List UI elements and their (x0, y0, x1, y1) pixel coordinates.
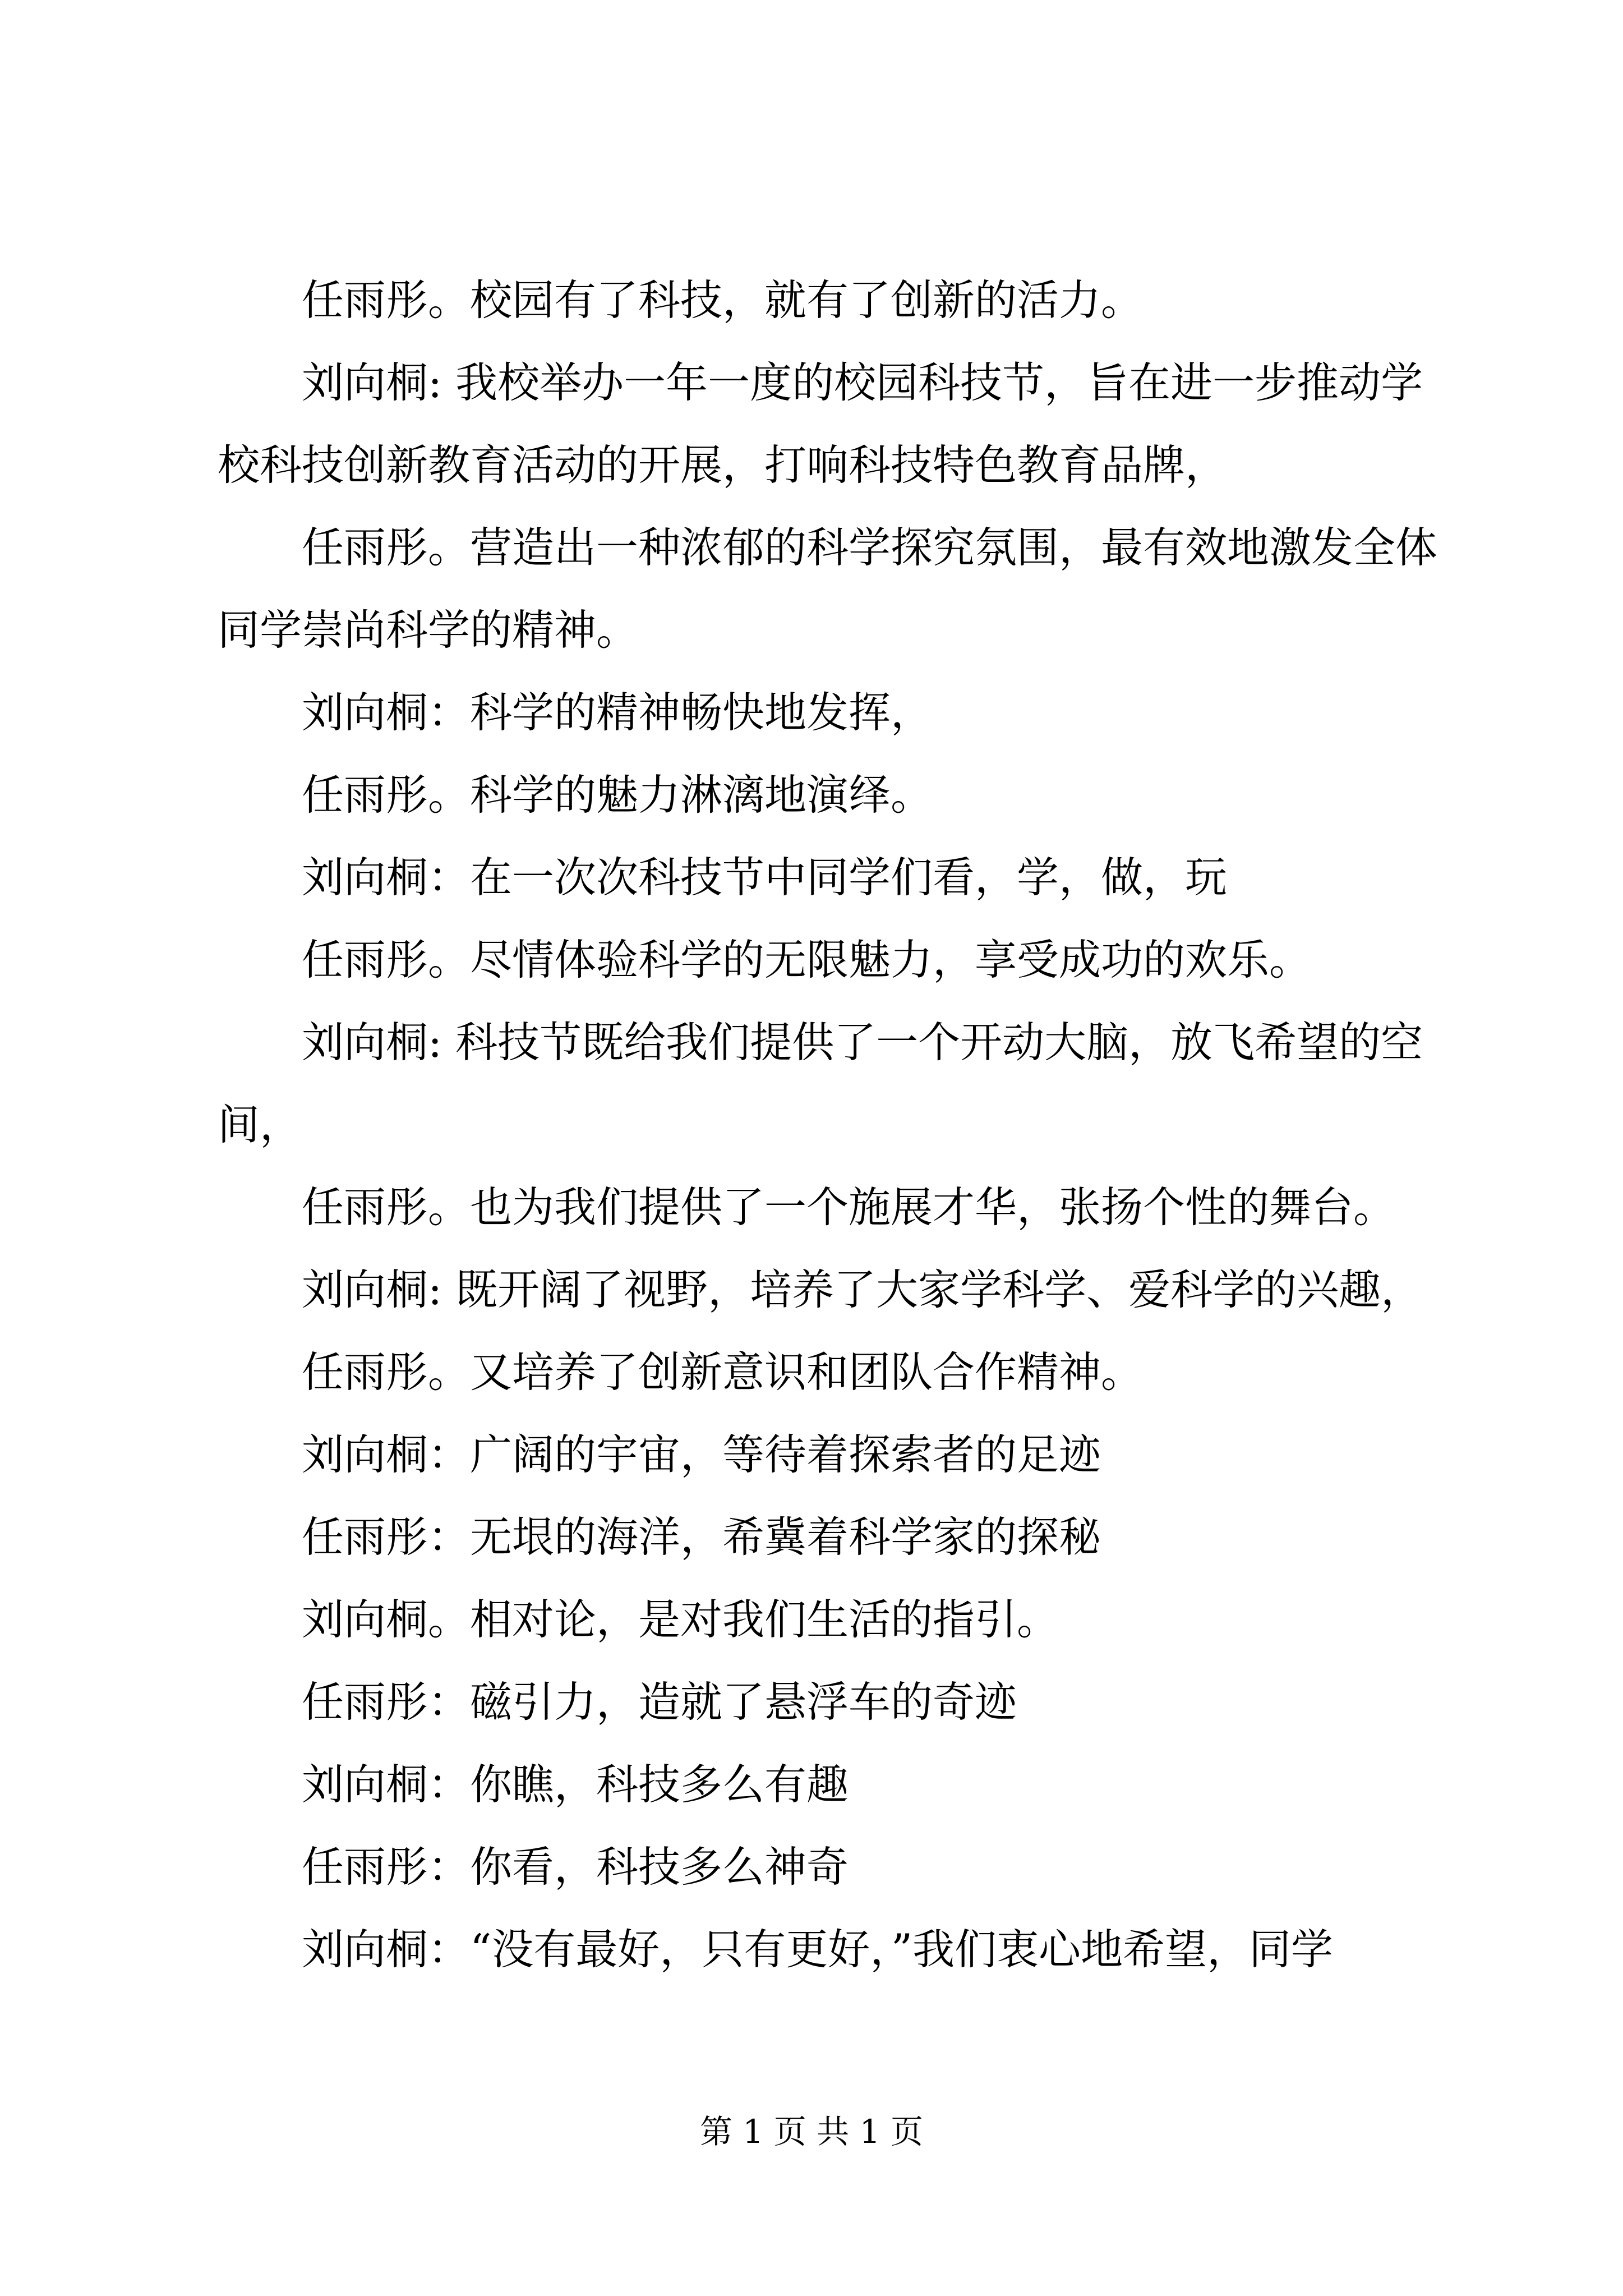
paragraph: 任雨彤：你看，科技多么神奇 (302, 1842, 849, 1892)
paragraph: 刘向桐：在一次次科技节中同学们看，学，做，玩 (302, 853, 1228, 902)
paragraph: 任雨彤。营造出一种浓郁的科学探究氛围，最有效地激发全体同学崇尚科学的精神。 (218, 523, 1438, 655)
paragraph: 任雨彤。校园有了科技，就有了创新的活力。 (302, 275, 1144, 325)
paragraph: 刘向桐: 我校举办一年一度的校园科技节，旨在进一步推动学校科技创新教育活动的开展，打响科技特色教育品牌， (218, 358, 1423, 490)
page-number-label: 第 1 页 共 1 页 (700, 2113, 923, 2151)
paragraph: 刘向桐：你瞧，科技多么有趣 (302, 1760, 849, 1809)
paragraph: 刘向桐。相对论，是对我们生活的指引。 (302, 1595, 1059, 1644)
paragraph: 刘向桐：广阔的宇宙，等待着探索者的足迹 (302, 1430, 1101, 1479)
paragraph: 任雨彤：无垠的海洋，希冀着科学家的探秘 (302, 1512, 1101, 1562)
paragraph: 任雨彤。科学的魅力淋漓地演绎。 (302, 770, 933, 820)
paragraph: 刘向桐：“没有最好，只有更好，”我们衷心地希望，同学 (302, 1925, 1334, 1974)
paragraph: 刘向桐: 科技节既给我们提供了一个开动大脑，放飞希望的空间， (218, 1018, 1423, 1149)
paragraph: 刘向桐：科学的精神畅快地发挥， (302, 688, 933, 737)
page-footer (0, 2109, 1623, 2154)
paragraph: 任雨彤：磁引力，造就了悬浮车的奇迹 (302, 1677, 1017, 1727)
paragraph: 任雨彤。又培养了创新意识和团队合作精神。 (302, 1347, 1144, 1397)
paragraph: 任雨彤。也为我们提供了一个施展才华，张扬个性的舞台。 (302, 1182, 1396, 1232)
paragraph: 任雨彤。尽情体验科学的无限魅力，享受成功的欢乐。 (302, 935, 1312, 984)
paragraph: 刘向桐: 既开阔了视野，培养了大家学科学、爱科学的兴趣， (302, 1265, 1423, 1314)
document-body (218, 259, 1440, 1991)
